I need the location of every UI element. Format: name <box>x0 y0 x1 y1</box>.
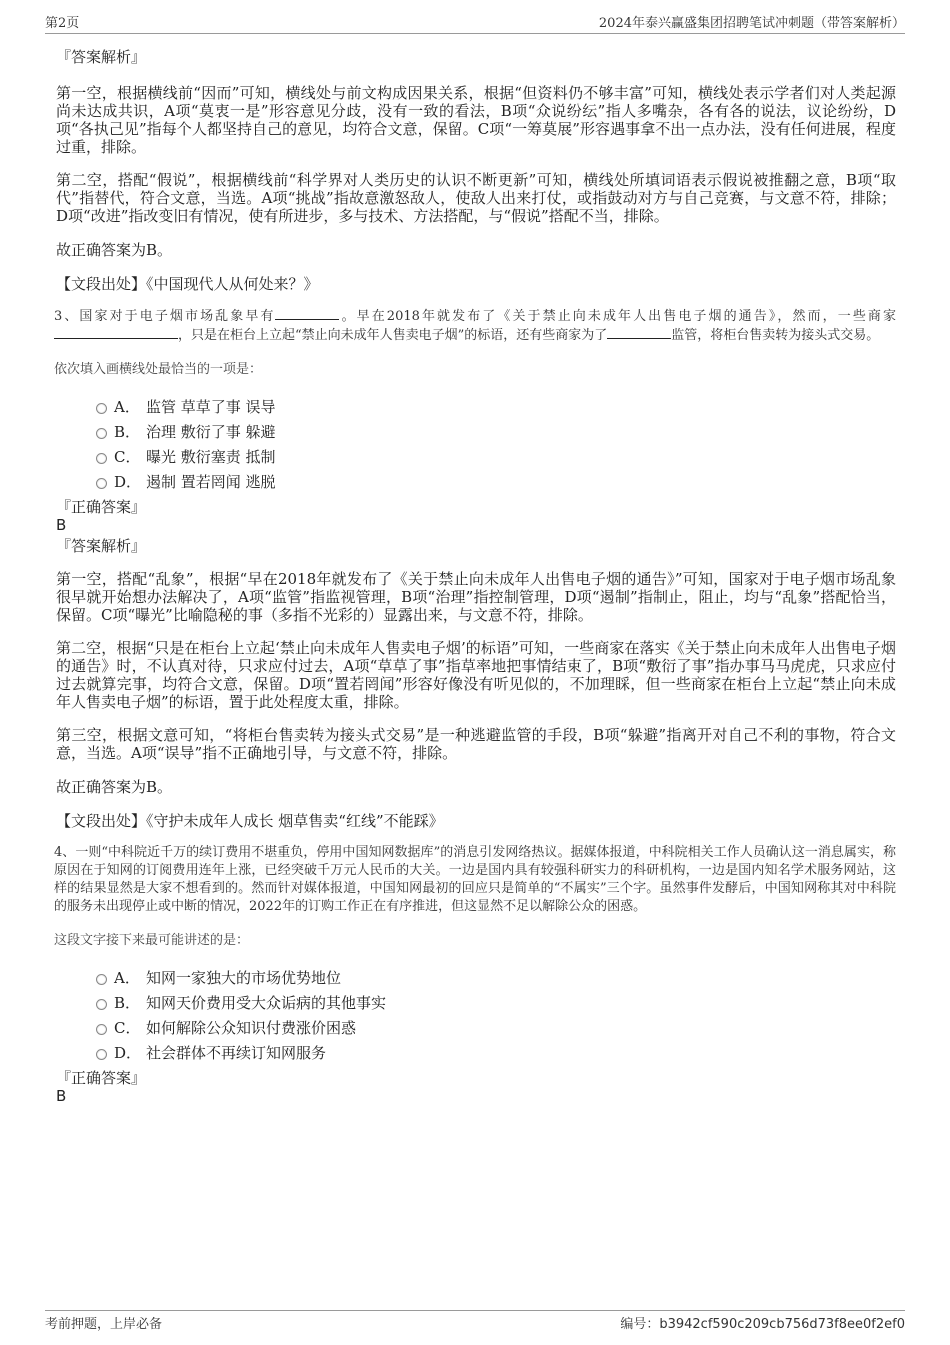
page-number: 第2页 <box>45 16 80 31</box>
option-b[interactable]: B． 知网天价费用受大众诟病的其他事实 <box>96 991 896 1016</box>
analysis-label: 『答案解析』 <box>56 537 147 555</box>
option-a[interactable]: A． 监管 草草了事 误导 <box>96 395 896 420</box>
analysis-paragraph: 第二空，根据“只是在柜台上立起‘禁止向未成年人售卖电子烟’的标语”可知，一些商家在落实《关于禁止向未成年人出售电子烟的通告》时，不认真对待，只求应付过去，A项“草草了事”指草率地把事情结束了，B项“敷衍了事”指办事马马虎虎，只求应付过去就算完事，均符合文意，保留。D项“置若罔闻”形容好像没有听见似的，不加理睬，但一些商家在柜台上立起“禁止向未成年人售卖电子烟”的标语，置于此处程度太重，排除。 <box>56 639 896 711</box>
option-d[interactable]: D． 社会群体不再续订知网服务 <box>96 1041 896 1066</box>
analysis-paragraph: 第一空，根据横线前“因而”可知，横线处与前文构成因果关系，根据“但资料仍不够丰富”可知，横线处表示学者们对人类起源尚未达成共识，A项“莫衷一是”形容意见分歧，没有一致的看法，B项“众说纷纭”指人多嘴杂，各有各的说法，议论纷纷，D项“各执己见”指每个人都坚持自己的意见，均符合文意，保留。C项“一筹莫展”形容遇事拿不出一点办法，没有任何进展，程度过重，排除。 <box>56 84 896 156</box>
radio-button[interactable] <box>96 453 107 464</box>
page-content <box>56 48 896 1105</box>
answer-conclusion: 故正确答案为B。 <box>56 241 173 259</box>
footer-divider <box>45 1310 905 1311</box>
header-divider <box>45 33 905 34</box>
radio-button[interactable] <box>96 403 107 414</box>
analysis-paragraph: 第一空，搭配“乱象”，根据“早在2018年就发布了《关于禁止向未成年人出售电子烟的通告》”可知，国家对于电子烟市场乱象很早就开始想办法解决了，A项“监管”指监视管理，B项“治理”指控制管理，D项“遏制”指制止，阻止，均与“乱象”搭配恰当，保留。C项“曝光”比喻隐秘的事（多指不光彩的）显露出来，与文意不符，排除。 <box>56 570 896 624</box>
option-a[interactable]: A． 知网一家独大的市场优势地位 <box>96 966 896 991</box>
correct-answer-value: B <box>56 516 67 534</box>
blank-1[interactable] <box>275 307 339 320</box>
blank-2[interactable] <box>54 326 178 339</box>
question-3-prompt: 依次填入画横线处最恰当的一项是： <box>54 362 263 377</box>
page-header <box>45 12 905 34</box>
document-title: 2024年泰兴赢盛集团招聘笔试冲刺题（带答案解析） <box>598 16 905 31</box>
radio-button[interactable] <box>96 999 107 1010</box>
blank-3[interactable] <box>607 326 671 339</box>
correct-answer-value: B <box>56 1087 67 1105</box>
correct-answer-label: 『正确答案』 <box>56 1069 147 1087</box>
analysis-paragraph: 第三空，根据文意可知，“将柜台售卖转为接头式交易”是一种逃避监管的手段，B项“躲避”指离开对自己不利的事物，符合文意，当选。A项“误导”指不正确地引导，与文意不符，排除。 <box>56 726 896 762</box>
passage-source: 【文段出处】《守护未成年人成长 烟草售卖“红线”不能踩》 <box>56 812 444 830</box>
question-4-stem: 4、一则“中科院近千万的续订费用不堪重负，停用中国知网数据库”的消息引发网络热议。据媒体报道，中科院相关工作人员确认这一消息属实，称原因在于知网的订阅费用连年上涨，已经突破千万元人民币的大关。一边是国内具有较强科研实力的科研机构，一边是国内知名学术服务网站，这样的结果显然是大家不想看到的。然而针对媒体报道，中国知网最初的回应只是简单的“不属实”三个字。虽然事件发酵后，中国知网称其对中科院的服务未出现停止或中断的情况，2022年的订购工作正在有序推进，但这显然不足以解除公众的困惑。 <box>54 845 896 914</box>
question-3-stem: 3、国家对于电子烟市场乱象早有 。早在2018年就发布了《关于禁止向未成年人出售电子烟的通告》，然而，一些商家，只是在柜台上立起“禁止向未成年人售卖电子烟”的标语，还有些商家为了 监管，将柜台售卖转为接头式交易。 <box>54 309 896 343</box>
document-code: 编号：b3942cf590c209cb756d73f8ee0f2ef0 <box>620 1317 905 1332</box>
question-4-prompt: 这段文字接下来最可能讲述的是： <box>54 933 250 948</box>
radio-button[interactable] <box>96 974 107 985</box>
radio-button[interactable] <box>96 1024 107 1035</box>
answer-conclusion: 故正确答案为B。 <box>56 778 173 796</box>
question-4-options <box>56 966 896 1066</box>
analysis-label: 『答案解析』 <box>56 48 147 66</box>
option-d[interactable]: D． 遏制 置若罔闻 逃脱 <box>96 470 896 495</box>
radio-button[interactable] <box>96 428 107 439</box>
option-b[interactable]: B． 治理 敷衍了事 躲避 <box>96 420 896 445</box>
correct-answer-label: 『正确答案』 <box>56 498 147 516</box>
option-c[interactable]: C． 曝光 敷衍塞责 抵制 <box>96 445 896 470</box>
option-c[interactable]: C． 如何解除公众知识付费涨价困惑 <box>96 1016 896 1041</box>
footer-slogan: 考前押题，上岸必备 <box>45 1317 163 1332</box>
question-3-options <box>56 395 896 495</box>
analysis-paragraph: 第二空，搭配“假说”，根据横线前“科学界对人类历史的认识不断更新”可知，横线处所填词语表示假说被推翻之意，B项“取代”指替代，符合文意，当选。A项“挑战”指故意激怒敌人，使敌人出来打仗，或指鼓动对方与自己竞赛，与文意不符，排除；D项“改进”指改变旧有情况，使有所进步，多与技术、方法搭配，与“假说”搭配不当，排除。 <box>56 171 896 225</box>
radio-button[interactable] <box>96 1049 107 1060</box>
radio-button[interactable] <box>96 478 107 489</box>
passage-source: 【文段出处】《中国现代人从何处来？》 <box>56 275 319 293</box>
